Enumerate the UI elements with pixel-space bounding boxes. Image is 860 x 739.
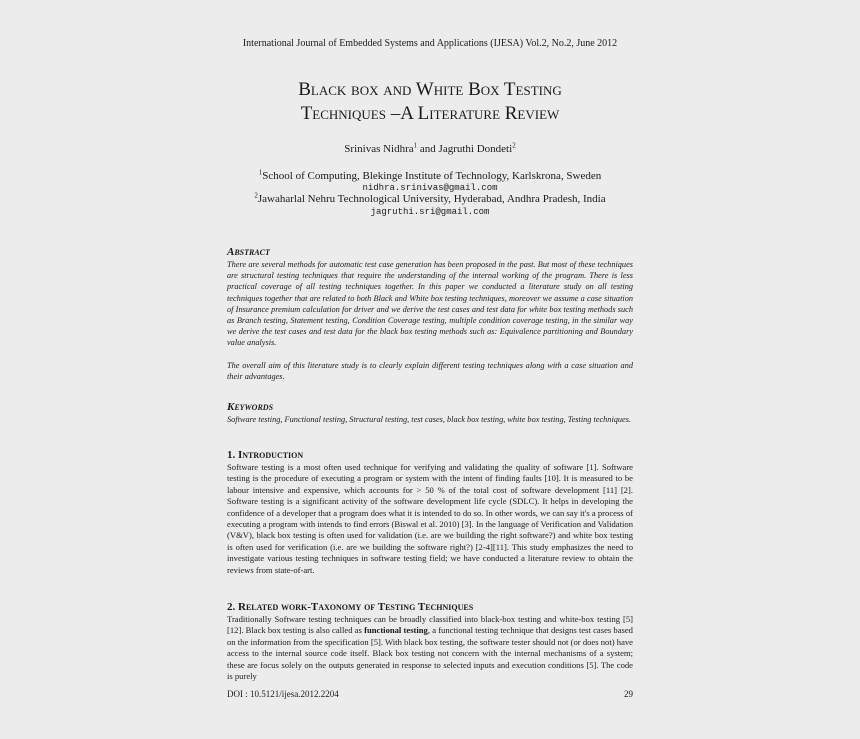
- author-1: Srinivas Nidhra: [344, 143, 414, 155]
- affiliation-2-sup: 2: [254, 191, 258, 200]
- authors: [0, 143, 860, 155]
- related-work-section: [227, 601, 633, 682]
- paper-title: [0, 78, 860, 126]
- journal-header: International Journal of Embedded Systems and Applications (IJESA) Vol.2, No.2, June 2012: [242, 38, 618, 49]
- introduction-section: [227, 449, 633, 576]
- author-2: Jagruthi Dondeti: [438, 143, 513, 155]
- affiliation-1-sup: 1: [258, 168, 263, 177]
- affiliation-1-text: School of Computing, Blekinge Institute of Technology, Karlskrona, Sweden: [262, 170, 602, 182]
- affiliation-1: [0, 170, 860, 182]
- page-footer: [227, 689, 633, 699]
- keywords-heading: Keywords: [227, 401, 274, 413]
- introduction-text: Software testing is a most often used technique for verifying and validating the quality of software [1]. Software testing is the procedure of executing a program or system with the intent of finding faults [10]. It is measured to be labour intensive and expensive, which accounts for > 50 % of the total cost of software development [11] [2]. Software testing is a significant activity of the software development life cycle (SDLC). It helps in developing the confidence of a developer that a program does what it is intended to do so. In other words, we can say it's a process of executing a program with intends to find errors (Biswal et al. 2010) [3]. In the language of Verification and Validation (V&V), black box testing is often used for validation (i.e. are we building the right software?) and white box testing is often used for verification (i.e. are we building the software right?) [2-4][11]. This study emphasizes the need to investigate various testing techniques in software testing field; we have conducted a literature review to obtain the reviews from state-of-art.: [227, 462, 633, 575]
- keywords-section: [227, 401, 633, 425]
- author-1-sup: 1: [413, 141, 418, 150]
- page-number: 29: [624, 689, 633, 699]
- title-line-2: Techniques –A Literature Review: [300, 103, 560, 124]
- affiliation-2-text: Jawaharlal Nehru Technological University, Hyderabad, Andhra Pradesh, India: [257, 193, 606, 205]
- abstract-section: [227, 246, 633, 382]
- abstract-heading: Abstract: [227, 246, 270, 258]
- related-work-heading: 2. Related work-Taxonomy of Testing Techniques: [227, 601, 474, 613]
- abstract-paragraph-2: The overall aim of this literature study is to clearly explain different testing techniques along with a case situation and their advantages.: [227, 360, 633, 381]
- author-2-sup: 2: [512, 141, 516, 150]
- title-line-1: Black box and White Box Testing: [298, 79, 562, 100]
- author-joiner: and: [417, 143, 439, 155]
- email-1: nidhra.srinivas@gmail.com: [362, 183, 498, 193]
- affiliation-2: [0, 193, 860, 205]
- related-text-b: , a functional testing technique that designs test cases based on the information from the specification [5]. With black box testing, the software tester should not (or does not) have access to the internal source code itself. Black box testing not concern with the internal mechanisms of a system; these are focus solely on the outputs generated in response to selected inputs and execution conditions [5]. The code is purely: [227, 625, 633, 682]
- related-work-text: [227, 614, 633, 682]
- functional-testing-term: functional testing: [364, 625, 428, 636]
- keywords-text: Software testing, Functional testing, Structural testing, test cases, black box testing, white box testing, Testing techniques.: [227, 415, 632, 424]
- introduction-heading: 1. Introduction: [227, 449, 304, 461]
- related-text-a: Traditionally Software testing techniques can be broadly classified into black-box testing and white-box testing [5] [12]. Black box testing is also called as: [227, 614, 633, 636]
- email-2: jagruthi.sri@gmail.com: [370, 207, 490, 217]
- doi: DOI : 10.5121/ijesa.2012.2204: [227, 689, 339, 699]
- abstract-paragraph-1: There are several methods for automatic test case generation has been proposed in the past. But most of these techniques are structural testing techniques that require the understanding of the internal working of the program. There is less practical coverage of all testing techniques together. In this paper we conducted a literature study on all testing techniques together that are related to both Black and White box testing techniques, moreover we assume a case situation of Insurance premium calculation for driver and we derive the test cases and test data for white box testing methods such as Branch testing, Statement testing, Condition Coverage testing, multiple condition coverage testing, in the similar way we derive the test cases and test data for the black box testing methods such as: Equivalence partitioning and Boundary value analysis.: [227, 260, 633, 348]
